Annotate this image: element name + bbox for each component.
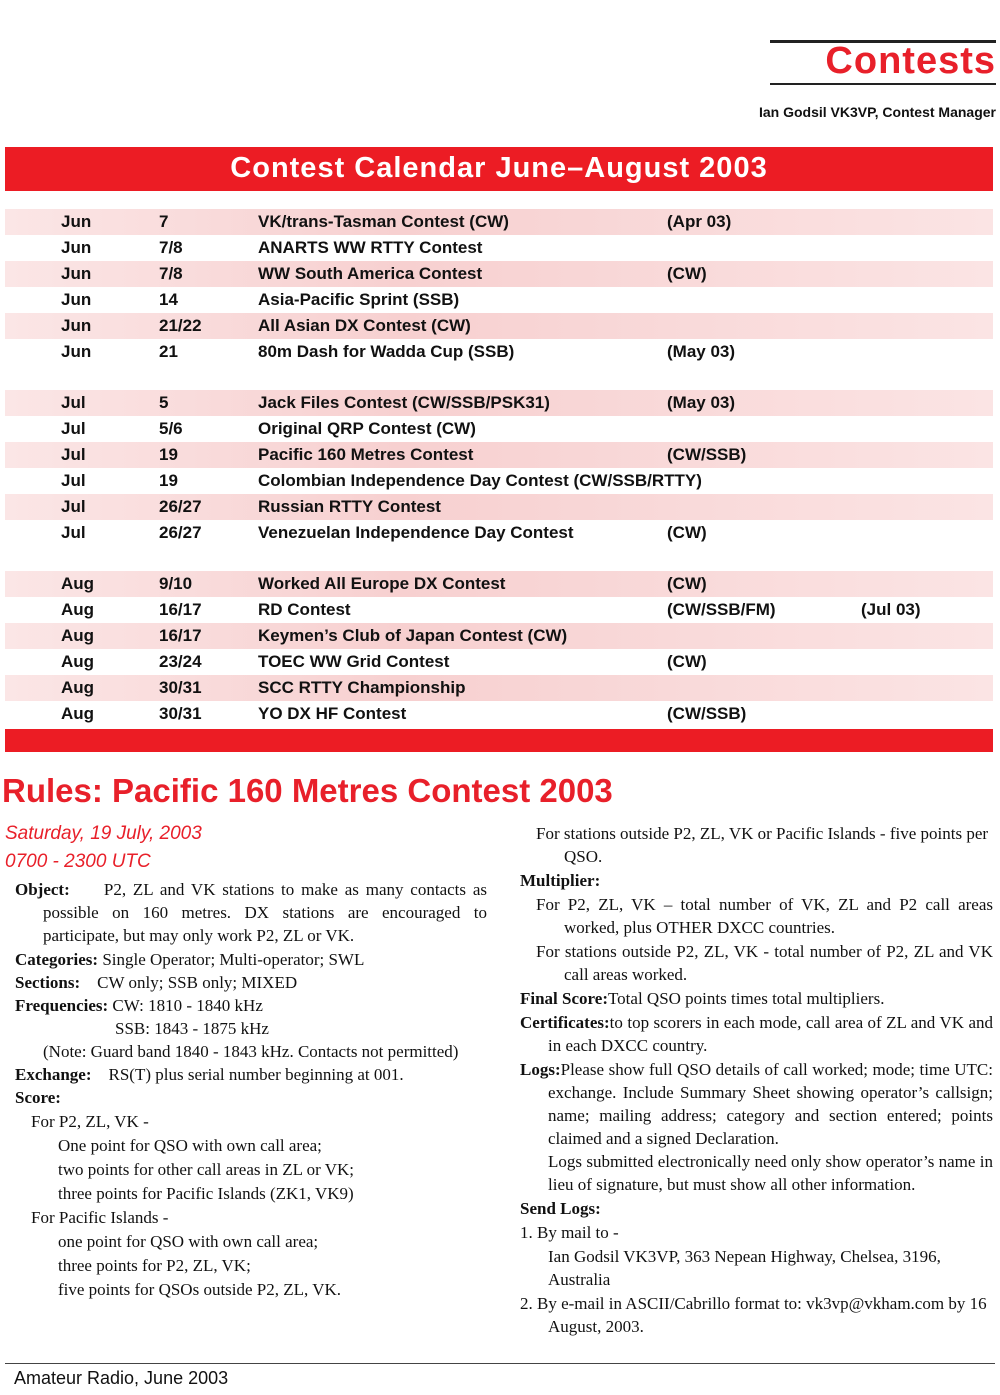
calendar-contest-name: TOEC WW Grid Contest (258, 652, 450, 671)
calendar-contest-name: All Asian DX Contest (CW) (258, 316, 471, 335)
rules-time: 0700 - 2300 UTC (5, 851, 151, 872)
calendar-date: 19 (159, 471, 178, 490)
final-score-label: Final Score: (520, 989, 608, 1008)
calendar-contest-name: YO DX HF Contest (258, 704, 407, 723)
calendar-contest-name: SCC RTTY Championship (258, 678, 466, 697)
calendar-contest-name: Pacific 160 Metres Contest (258, 445, 474, 464)
certificates-text: to top scorers in each mode, call area of ZL and VK and in each DXCC country. (548, 1013, 993, 1055)
calendar-date: 7 (159, 212, 169, 231)
calendar-month: Jul (61, 523, 86, 542)
calendar-month: Jun (61, 238, 92, 257)
calendar-row (5, 287, 993, 313)
score-p2-2: two points for other call areas in ZL or VK; (58, 1160, 355, 1179)
calendar-date: 14 (159, 290, 178, 309)
calendar-mode-tag: (CW) (667, 264, 707, 283)
author-line: Ian Godsil VK3VP, Contest Manager (758, 104, 996, 120)
sections-para (15, 971, 487, 994)
freq-cw: CW: 1810 - 1840 kHz (112, 996, 263, 1015)
final-score-text: Total QSO points times total multipliers. (607, 989, 885, 1008)
calendar-row (5, 416, 993, 442)
calendar-mode-tag: (CW/SSB) (667, 704, 747, 723)
score-label: Score: (15, 1088, 61, 1107)
calendar-date: 7/8 (159, 238, 183, 257)
calendar-row (5, 597, 993, 623)
score-pi-2: three points for P2, ZL, VK; (58, 1256, 251, 1275)
certificates-label: Certificates: (520, 1013, 610, 1032)
rules-date: Saturday, 19 July, 2003 (5, 823, 202, 844)
calendar-contest-name: Original QRP Contest (CW) (258, 419, 476, 438)
score-pi-head: For Pacific Islands - (31, 1208, 169, 1227)
calendar-banner: Contest Calendar June–August 2003 (5, 147, 993, 191)
calendar-mode-tag: (CW/SSB/FM) (667, 600, 776, 619)
calendar-month: Jun (61, 290, 92, 309)
frequencies-label: Frequencies: (15, 996, 109, 1015)
freq-ssb: SSB: 1843 - 1875 kHz (115, 1019, 269, 1038)
footer-text: Amateur Radio, June 2003 (14, 1368, 229, 1388)
calendar-contest-name: Keymen’s Club of Japan Contest (CW) (258, 626, 568, 645)
calendar-month: Jul (61, 471, 86, 490)
calendar-mode-tag: (May 03) (667, 342, 736, 361)
object-label: Object: (15, 880, 70, 899)
rules-left-column (15, 878, 487, 1301)
calendar-contest-name: Asia-Pacific Sprint (SSB) (258, 290, 460, 309)
score-p2-3: three points for Pacific Islands (ZK1, VK9) (58, 1184, 354, 1203)
freq-ssb-para (15, 1017, 487, 1040)
calendar-month: Jun (61, 212, 92, 231)
logs-label: Logs: (520, 1060, 561, 1079)
calendar-contest-name: Worked All Europe DX Contest (258, 574, 506, 593)
sections-label: Sections: (15, 973, 81, 992)
calendar-contest-name: Jack Files Contest (CW/SSB/PSK31) (258, 393, 550, 412)
final-score-para (520, 987, 993, 1010)
categories-text: Single Operator; Multi-operator; SWL (102, 950, 365, 969)
logs-text-2: Logs submitted electronically need only show operator’s name in lieu of signature, but must show all other information. (548, 1152, 993, 1194)
calendar-month: Aug (61, 600, 95, 619)
categories-para (15, 948, 487, 971)
object-para (15, 878, 487, 947)
calendar-month: Jul (61, 445, 86, 464)
calendar-month: Jul (61, 497, 86, 516)
score-pi-1: one point for QSO with own call area; (58, 1232, 319, 1251)
calendar-row (5, 571, 993, 597)
calendar-date: 23/24 (159, 652, 202, 671)
calendar-row (5, 209, 993, 235)
calendar-mode-tag: (CW/SSB) (667, 445, 747, 464)
calendar-row (5, 623, 993, 649)
calendar-month: Aug (61, 704, 95, 723)
calendar-row (5, 494, 993, 520)
calendar-row (5, 675, 993, 701)
calendar-contest-name: Colombian Independence Day Contest (CW/SSB/RTTY) (258, 471, 702, 490)
exchange-text: RS(T) plus serial number beginning at 001. (108, 1065, 404, 1084)
calendar-mode-tag: (CW) (667, 523, 707, 542)
send-logs-label: Send Logs: (520, 1199, 601, 1218)
score-pi-3: five points for QSOs outside P2, ZL, VK. (58, 1280, 342, 1299)
send-logs-2: 2. By e-mail in ASCII/Cabrillo format to: vk3vp@vkham.com by 16 August, 2003. (520, 1294, 987, 1336)
multiplier-2: For stations outside P2, ZL, VK - total number of P2, ZL and VK call areas worked. (536, 942, 993, 984)
calendar-contest-name: Venezuelan Independence Day Contest (258, 523, 574, 542)
calendar-row (5, 261, 993, 287)
calendar-contest-name: WW South America Contest (258, 264, 483, 283)
sections-text: CW only; SSB only; MIXED (97, 973, 298, 992)
calendar-date: 26/27 (159, 523, 202, 542)
calendar-group-gap (5, 365, 993, 390)
calendar-month: Aug (61, 626, 95, 645)
calendar-row (5, 390, 993, 416)
calendar-date: 5 (159, 393, 169, 412)
calendar-month: Jun (61, 342, 92, 361)
calendar-date: 26/27 (159, 497, 202, 516)
calendar-row (5, 339, 993, 365)
logs-para (520, 1058, 993, 1150)
send-logs-1: 1. By mail to - (520, 1223, 619, 1242)
calendar-date: 30/31 (159, 704, 202, 723)
header-rule-bottom (770, 83, 996, 85)
calendar-date: 21/22 (159, 316, 202, 335)
calendar-row (5, 649, 993, 675)
certificates-para (520, 1011, 993, 1057)
freq-note: (Note: Guard band 1840 - 1843 kHz. Contacts not permitted) (43, 1042, 459, 1061)
calendar-month: Jul (61, 419, 86, 438)
section-title: Contests (825, 40, 996, 82)
calendar-contest-name: Russian RTTY Contest (258, 497, 441, 516)
multiplier-label: Multiplier: (520, 871, 601, 890)
calendar-group-gap (5, 546, 993, 571)
calendar-extra-tag: (Jul 03) (861, 600, 921, 619)
calendar-date: 19 (159, 445, 178, 464)
send-logs-1-address: Ian Godsil VK3VP, 363 Nepean Highway, Chelsea, 3196, Australia (548, 1247, 941, 1289)
score-p2-1: One point for QSO with own call area; (58, 1136, 322, 1155)
calendar-row (5, 313, 993, 339)
calendar-contest-name: RD Contest (258, 600, 351, 619)
calendar-mode-tag: (Apr 03) (667, 212, 732, 231)
calendar-contest-name: VK/trans-Tasman Contest (CW) (258, 212, 509, 231)
multiplier-1: For P2, ZL, VK – total number of VK, ZL and P2 call areas worked, plus OTHER DXCC countries. (536, 895, 993, 937)
calendar-month: Aug (61, 652, 95, 671)
calendar-contest-name: ANARTS WW RTTY Contest (258, 238, 483, 257)
calendar-date: 16/17 (159, 626, 202, 645)
frequencies-para (15, 994, 487, 1017)
calendar-row (5, 442, 993, 468)
calendar-row (5, 701, 993, 727)
calendar-row (5, 520, 993, 546)
calendar-mode-tag: (CW) (667, 652, 707, 671)
calendar-bottom-bar (5, 729, 993, 752)
score-outside: For stations outside P2, ZL, VK or Pacific Islands - five points per QSO. (536, 824, 989, 866)
rules-right-column (520, 822, 993, 1338)
calendar-month: Aug (61, 574, 95, 593)
calendar-month: Jun (61, 316, 92, 335)
calendar-date: 9/10 (159, 574, 193, 593)
categories-label: Categories: (15, 950, 99, 969)
calendar-mode-tag: (May 03) (667, 393, 736, 412)
calendar-contest-name: 80m Dash for Wadda Cup (SSB) (258, 342, 515, 361)
calendar-month: Aug (61, 678, 95, 697)
exchange-para (15, 1063, 487, 1086)
rules-title: Rules: Pacific 160 Metres Contest 2003 (2, 772, 613, 809)
footer-rule (5, 1363, 995, 1364)
calendar-date: 21 (159, 342, 178, 361)
calendar-date: 5/6 (159, 419, 183, 438)
exchange-label: Exchange: (15, 1065, 92, 1084)
calendar-row (5, 235, 993, 261)
object-text: P2, ZL and VK stations to make as many contacts as possible on 160 metres. DX stations are encouraged to participate, but may only work P2, ZL or VK. (43, 880, 487, 945)
logs-text: Please show full QSO details of call worked; mode; time UTC: exchange. Include Summary Sheet showing operator’s callsign; name; mailing address; category and section entered; points claimed and a signed Declaration. (548, 1060, 993, 1148)
calendar-row (5, 468, 993, 494)
calendar-date: 30/31 (159, 678, 202, 697)
calendar-date: 7/8 (159, 264, 183, 283)
calendar-month: Jun (61, 264, 92, 283)
calendar-date: 16/17 (159, 600, 202, 619)
calendar-mode-tag: (CW) (667, 574, 707, 593)
score-p2-head: For P2, ZL, VK - (31, 1112, 149, 1131)
calendar-table (5, 209, 993, 727)
calendar-month: Jul (61, 393, 86, 412)
